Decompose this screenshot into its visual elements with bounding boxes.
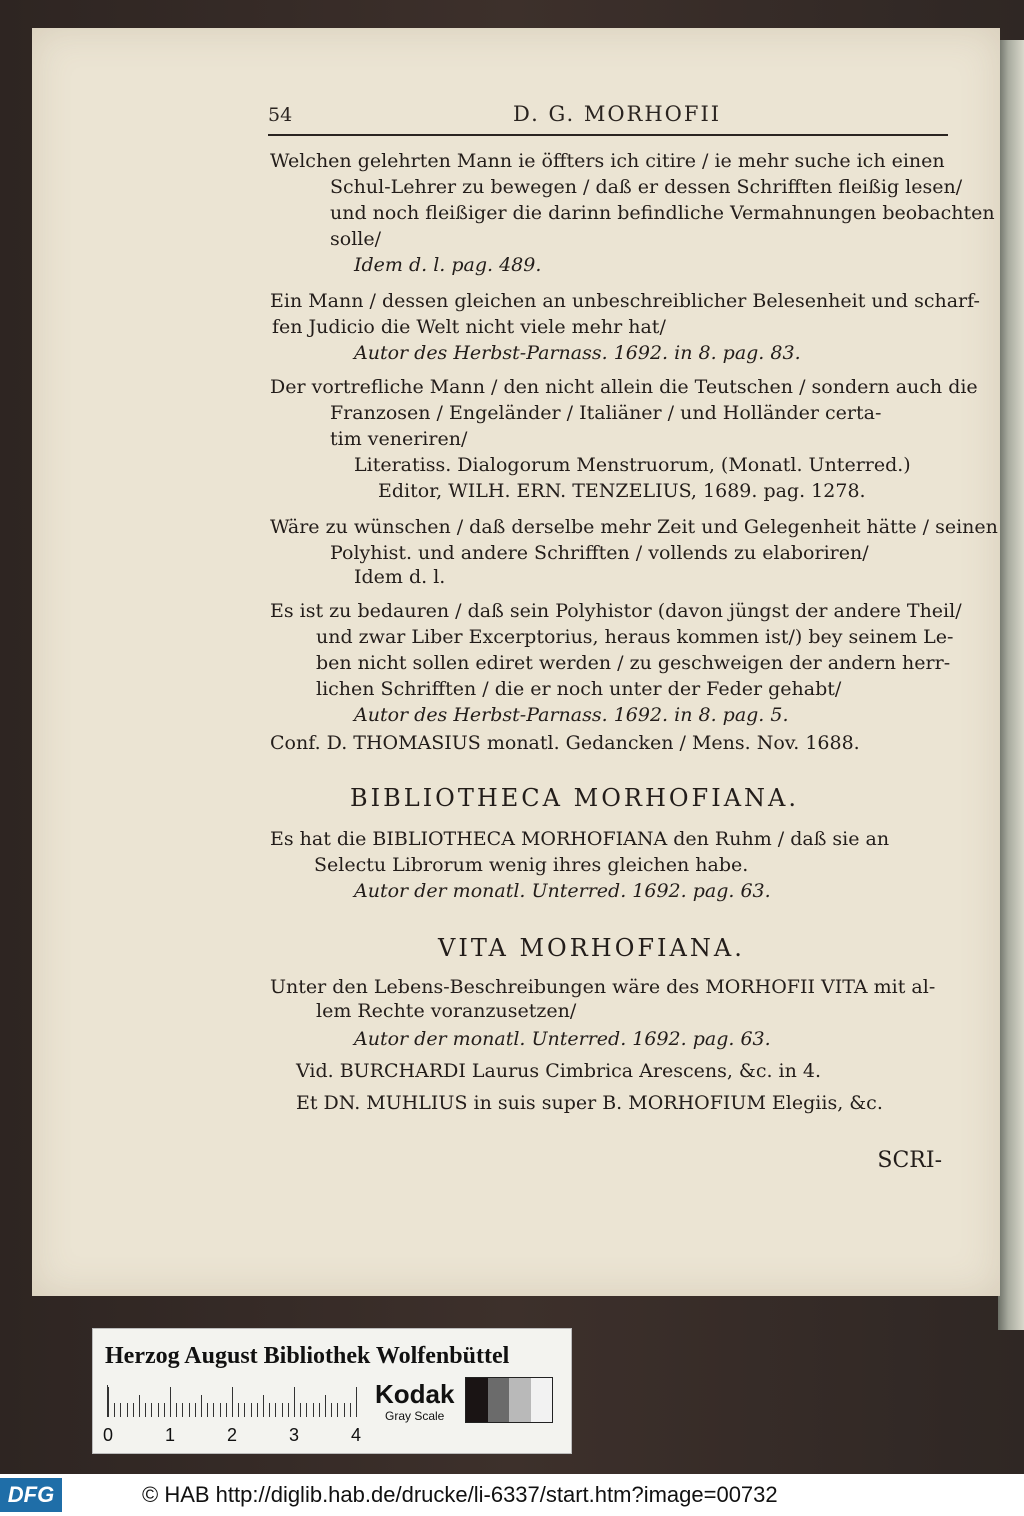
ruler-tick [133,1403,134,1417]
text-line: Schul-Lehrer zu bewegen / daß er dessen Schrifften fleißig lesen/ [330,176,963,198]
text-line: Der vortrefliche Mann / den nicht allein die Teutschen / sondern auch die [270,376,978,398]
ruler-tick [189,1403,190,1417]
color-calibration-card [92,1328,572,1454]
text-line: Wäre zu wünschen / daß derselbe mehr Zeit und Gelegenheit hätte / seinen [270,516,998,538]
scale-ruler [107,1385,358,1417]
citation-line: Literatiss. Dialogorum Menstruorum, (Monatl. Unterred.) [354,454,911,476]
text-line: fen Judicio die Welt nicht viele mehr hat/ [272,316,666,338]
ruler-tick [127,1403,128,1417]
next-page-edge [998,40,1024,1330]
text-line: lichen Schrifften / die er noch unter der Feder gehabt/ [316,678,842,700]
ruler-tick [350,1403,351,1417]
ruler-tick [244,1403,245,1417]
ruler-tick [220,1403,221,1417]
ruler-label: 0 [103,1425,114,1445]
ruler-tick [182,1403,183,1417]
ruler-tick [294,1387,295,1417]
ruler-tick [213,1403,214,1417]
ruler-tick [282,1403,283,1417]
citation-line: Vid. BURCHARDI Laurus Cimbrica Arescens, &c. in 4. [296,1060,822,1082]
gray-swatch [466,1378,488,1422]
citation-line: Editor, WILH. ERN. TENZELIUS, 1689. pag. 1278. [378,480,866,502]
ruler-tick [238,1403,239,1417]
ruler-tick [108,1387,109,1417]
text-line: Franzosen / Engeländer / Italiäner / und Holländer certa- [330,402,882,424]
citation-line: Et DN. MUHLIUS in suis super B. MORHOFIUM Elegiis, &c. [296,1092,883,1114]
ruler-tick [319,1403,320,1417]
ruler-tick [344,1403,345,1417]
citation-line: Autor des Herbst-Parnass. 1692. in 8. pag. 83. [354,342,801,364]
text-line: Es hat die BIBLIOTHECA MORHOFIANA den Ruhm / daß sie an [270,828,890,850]
ruler-tick [251,1403,252,1417]
ruler-tick [337,1403,338,1417]
ruler-label: 2 [227,1425,238,1445]
gray-swatches [465,1377,553,1423]
ruler-tick [306,1403,307,1417]
catchword: SCRI- [877,1148,942,1173]
kodak-logo: Kodak [375,1379,455,1409]
ruler-tick [263,1395,264,1417]
ruler-tick [114,1403,115,1417]
ruler-label: 3 [289,1425,300,1445]
ruler-tick [226,1403,227,1417]
ruler-tick [139,1395,140,1417]
ruler-tick [195,1403,196,1417]
running-title: D. G. MORHOFII [513,102,722,126]
ruler-tick [201,1395,202,1417]
text-line: Polyhist. und andere Schrifften / vollends zu elaboriren/ [330,542,869,564]
text-line: solle/ [330,228,381,250]
ruler-tick [300,1403,301,1417]
page-number: 54 [268,104,293,126]
ruler-tick [120,1403,121,1417]
gray-scale-label: Gray Scale [385,1409,445,1423]
ruler-tick [269,1403,270,1417]
ruler-tick [275,1403,276,1417]
citation-line: Idem d. l. [354,566,446,588]
gray-swatch [509,1378,531,1422]
ruler-tick [325,1395,326,1417]
ruler-tick [257,1403,258,1417]
text-line: lem Rechte voranzusetzen/ [316,1000,577,1022]
ruler-tick [170,1387,171,1417]
copyright-link[interactable]: © HAB http://diglib.hab.de/drucke/li-6337/start.htm?image=00732 [142,1482,778,1507]
footer-bar [0,1474,1024,1516]
dfg-logo: DFG [0,1478,62,1512]
citation-line: Autor des Herbst-Parnass. 1692. in 8. pag. 5. [354,704,789,726]
citation-line: Autor der monatl. Unterred. 1692. pag. 63. [354,1028,771,1050]
text-line: tim veneriren/ [330,428,468,450]
ruler-tick [158,1403,159,1417]
text-line: Selectu Librorum wenig ihres gleichen habe. [314,854,749,876]
ruler-tick [313,1403,314,1417]
page-header [268,100,948,136]
text-line: Es ist zu bedauren / daß sein Polyhistor (davon jüngst der andere Theil/ [270,600,962,622]
gray-swatch [531,1378,553,1422]
gray-swatch [488,1378,510,1422]
ruler-tick [207,1403,208,1417]
ruler-tick [288,1403,289,1417]
ruler-label: 4 [351,1425,362,1445]
ruler-tick [164,1403,165,1417]
text-line: Ein Mann / dessen gleichen an unbeschreiblicher Belesenheit und scharf- [270,290,980,312]
ruler-tick [176,1403,177,1417]
text-line: Welchen gelehrten Mann ie öffters ich citire / ie mehr suche ich einen [270,150,945,172]
text-line: Conf. D. THOMASIUS monatl. Gedancken / Mens. Nov. 1688. [270,732,860,754]
section-title: BIBLIOTHECA MORHOFIANA. [350,784,799,812]
library-name: Herzog August Bibliothek Wolfenbüttel [105,1343,510,1369]
ruler-tick [151,1403,152,1417]
ruler-tick [145,1403,146,1417]
ruler-tick [356,1387,357,1417]
text-line: ben nicht sollen ediret werden / zu geschweigen der andern herr- [316,652,951,674]
text-line: Unter den Lebens-Beschreibungen wäre des MORHOFII VITA mit al- [270,976,936,998]
citation-line: Idem d. l. pag. 489. [354,254,542,276]
ruler-tick [232,1387,233,1417]
ruler-labels [103,1425,363,1449]
text-line: und noch fleißiger die darinn befindliche Vermahnungen beobachten [330,202,995,224]
text-line: und zwar Liber Excerptorius, heraus kommen ist/) bey seinem Le- [316,626,954,648]
ruler-label: 1 [165,1425,176,1445]
section-title: VITA MORHOFIANA. [438,934,745,962]
citation-line: Autor der monatl. Unterred. 1692. pag. 63. [354,880,771,902]
ruler-tick [331,1403,332,1417]
